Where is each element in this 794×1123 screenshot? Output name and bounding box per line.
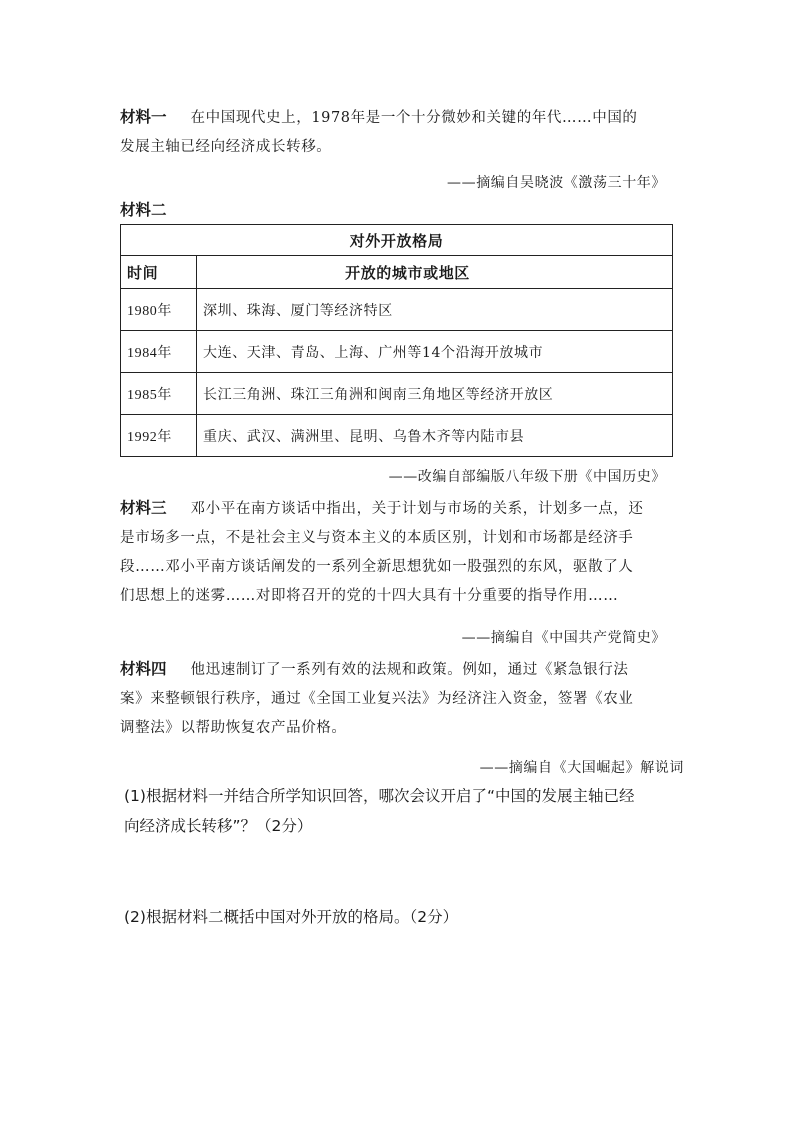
question-1-line2: 向经济成长转移”？（2分） xyxy=(124,817,313,835)
opening-up-table xyxy=(120,224,673,457)
row-year: 1980年 xyxy=(121,289,197,331)
question-2: (2)根据材料二概括中国对外开放的格局。（2分） xyxy=(124,908,459,926)
material2-source: ——改编自部编版八年级下册《中国历史》 xyxy=(388,469,666,485)
row-year: 1985年 xyxy=(121,373,197,415)
row-year: 1992年 xyxy=(121,415,197,457)
material1-label: 材料一 xyxy=(120,108,167,126)
material4-line2: 案》来整顿银行秩序，通过《全国工业复兴法》为经济注入资金，签署《农业 xyxy=(120,691,634,707)
col-time-header: 时间 xyxy=(121,256,197,289)
table-title: 对外开放格局 xyxy=(121,225,673,256)
material3-line4: 们思想上的迷雾……对即将召开的党的十四大具有十分重要的指导作用…… xyxy=(120,588,619,604)
table-row xyxy=(121,373,673,415)
material1-line2: 发展主轴已经向经济成长转移。 xyxy=(120,139,332,155)
material3-text xyxy=(120,494,674,611)
material3-line2: 是市场多一点，不是社会主义与资本主义的本质区别，计划和市场都是经济手 xyxy=(120,530,634,546)
material2-label: 材料二 xyxy=(120,201,167,219)
row-place: 深圳、珠海、厦门等经济特区 xyxy=(197,289,673,331)
row-place: 大连、天津、青岛、上海、广州等14个沿海开放城市 xyxy=(197,331,673,373)
material1-text xyxy=(120,103,674,162)
question-1-line1: (1)根据材料一并结合所学知识回答，哪次会议开启了“中国的发展主轴已经 xyxy=(124,787,635,805)
material3-line3: 段……邓小平南方谈话阐发的一系列全新思想犹如一股强烈的东风，驱散了人 xyxy=(120,559,634,575)
table-row xyxy=(121,289,673,331)
col-place-header: 开放的城市或地区 xyxy=(197,256,673,289)
material4-text xyxy=(120,655,674,743)
row-place: 长江三角洲、珠江三角洲和闽南三角地区等经济开放区 xyxy=(197,373,673,415)
material4-source: ——摘编自《大国崛起》解说词 xyxy=(479,760,684,776)
table-header-row xyxy=(121,256,673,289)
table-title-row xyxy=(121,225,673,256)
material4-line1: 材料四 他迅速制订了一系列有效的法规和政策。例如，通过《紧急银行法 xyxy=(120,660,629,678)
material4-label: 材料四 xyxy=(120,660,167,678)
material3-line1: 材料三 邓小平在南方谈话中指出，关于计划与市场的关系，计划多一点，还 xyxy=(120,499,644,517)
row-year: 1984年 xyxy=(121,331,197,373)
material1-source: ——摘编自吴晓波《激荡三十年》 xyxy=(447,175,666,191)
table-row xyxy=(121,415,673,457)
material4-line3: 调整法》以帮助恢复农产品价格。 xyxy=(120,720,347,736)
question-1 xyxy=(124,781,684,841)
material3-label: 材料三 xyxy=(120,499,167,517)
material3-source: ——摘编自《中国共产党简史》 xyxy=(461,630,666,646)
material1-line1: 材料一 在中国现代史上，1978年是一个十分微妙和关键的年代……中国的 xyxy=(120,108,638,126)
row-place: 重庆、武汉、满洲里、昆明、乌鲁木齐等内陆市县 xyxy=(197,415,673,457)
table-row xyxy=(121,331,673,373)
